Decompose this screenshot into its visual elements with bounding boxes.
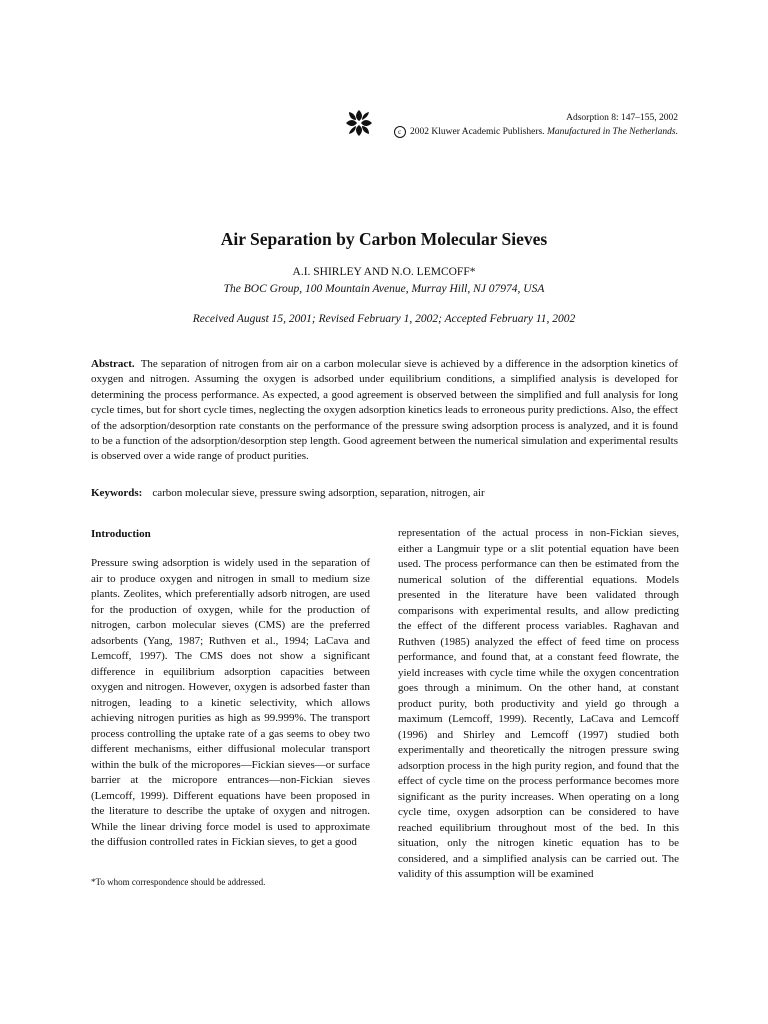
- paper-authors: A.I. SHIRLEY AND N.O. LEMCOFF*: [292, 266, 476, 278]
- copyright-text: 2002 Kluwer Academic Publishers.: [407, 127, 547, 137]
- copyright-line: [394, 125, 678, 139]
- introduction-left-column: Pressure swing adsorption is widely used in the separation of air to produce oxygen and nitrogen in small to medium size plants. Zeolites, which preferentially adsorb nitrogen, are used for the production of oxygen, while for the production of nitrogen, carbon molecular sieves (CMS) are the preferred adsorbents (Yang, 1987; Ruthven et al., 1994; LaCava and Lemcoff, 1997). The CMS does not show a significant difference in equilibrium adsorption capacities between oxygen and nitrogen. However, oxygen is adsorbed faster than nitrogen, leading to a kinetic selectivity, which allows achieving nitrogen purities as high as 99.999%. The transport process controlling the uptake rate of a gas seems to obey two different mechanisms, either diffusional molecular transport within the bulk of the micropores—Fickian sieves—or surface barrier at the micropore entrances—non-Fickian sieves (Lemcoff, 1999). Different equations have been proposed in the literature to describe the uptake of oxygen and nitrogen. While the linear driving force model is used to approximate the diffusion controlled rates in Fickian sieves, to get a good: [91, 557, 370, 848]
- introduction-right-column: representation of the actual process in non-Fickian sieves, either a Langmuir type or a slit potential equation have been used. The process performance can then be estimated from the numerical solution of the differential equations. Models presented in the literature have been validated through comparisons with experimental results, and allow predicting the effect of the different process variables. Raghavan and Ruthven (1985) analyzed the effect of feed time on process performance, and found that, at a constant feed flowrate, the yield increases with cycle time while the oxygen concentration goes through a minimum. On the other hand, at constant product purity, both productivity and yield go through a maximum (Lemcoff, 1999). Recently, LaCava and Lemcoff (1996) and Shirley and Lemcoff (1997) studied both experimentally and theoretically the nitrogen pressure swing adsorption process in the high purity region, and found that the effect of cycle time on the process performance becomes more significant as the purity increases. When operating on a long cycle time, oxygen adsorption can be considered to have reached equilibrium throughout most of the bed. In this situation, only the nitrogen kinetic equation has to be considered, and a simplified analysis can be carried out. The validity of this assumption will be examined: [398, 527, 679, 880]
- keywords-text: carbon molecular sieve, pressure swing adsorption, separation, nitrogen, air: [152, 487, 485, 499]
- abstract-label: Abstract.: [91, 358, 135, 370]
- paper-title: Air Separation by Carbon Molecular Sieves: [220, 229, 548, 249]
- abstract: [91, 357, 678, 465]
- journal-header: [394, 111, 678, 139]
- manufactured-note: Manufactured in The Netherlands.: [546, 127, 678, 137]
- keywords-label: Keywords:: [91, 487, 143, 499]
- submission-dates: Received August 15, 2001; Revised February 1, 2002; Accepted February 11, 2002: [192, 313, 576, 325]
- journal-reference: Adsorption 8: 147–155, 2002: [566, 113, 678, 123]
- kluwer-flower-logo-icon: [345, 108, 373, 138]
- abstract-text: The separation of nitrogen from air on a carbon molecular sieve is achieved by a difference in the adsorption kinetics of oxygen and nitrogen. Assuming the oxygen is adsorbed under equilibrium conditions, a simplified analysis is developed for determining the process performance. As expected, a good agreement is observed between the simplified and full analysis for long cycle times, but for short cycle times, neglecting the oxygen adsorption kinetics leads to erroneous purity predictions. Also, the effect of the adsorption/desorption rate constants on the performance of the pressure swing adsorption process is analyzed, and it is found to be a function of the adsorption/desorption step length. Good agreement between the numerical simulation and experimental results is observed over a wide range of product purities.: [91, 358, 678, 463]
- author-affiliation: The BOC Group, 100 Mountain Avenue, Murray Hill, NJ 07974, USA: [223, 283, 545, 295]
- copyright-symbol: c: [394, 126, 406, 138]
- footnote: *To whom correspondence should be addressed.: [91, 877, 266, 887]
- keywords: [91, 487, 678, 499]
- introduction-heading: Introduction: [91, 528, 151, 540]
